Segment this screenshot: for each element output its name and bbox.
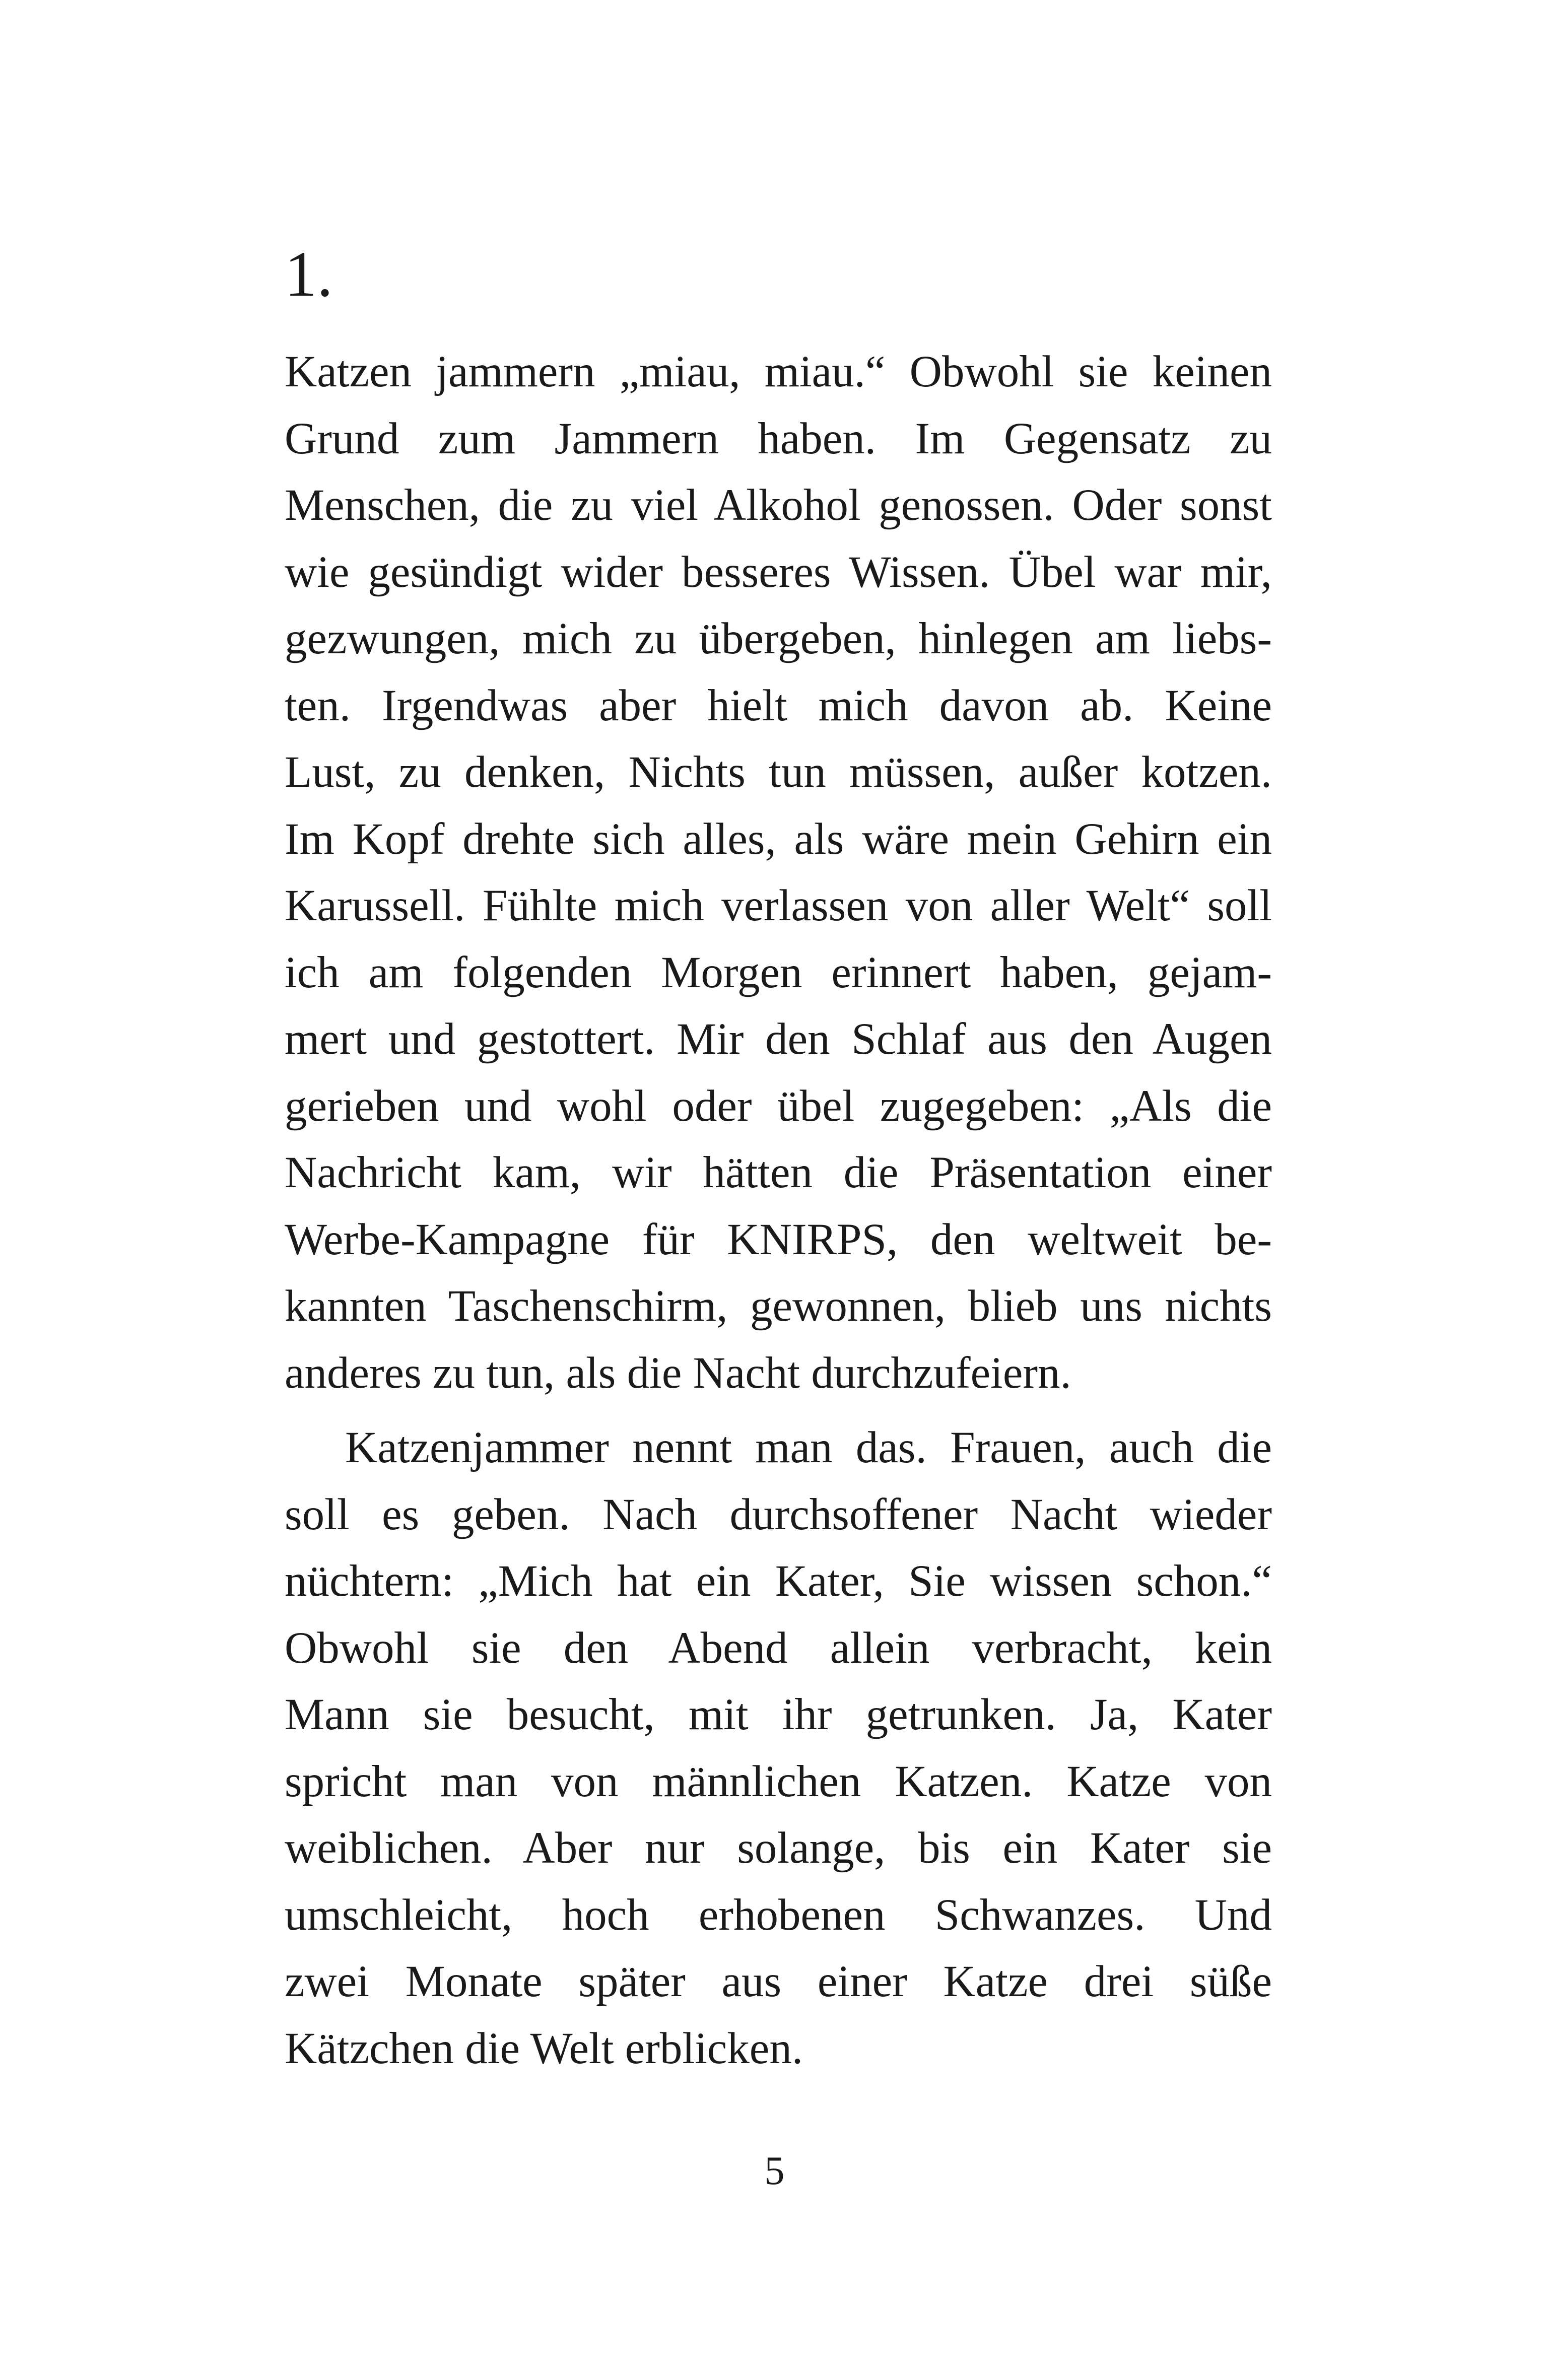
text-line: Karussell. Fühlte mich verlassen von aller Welt“ soll [285, 881, 1272, 930]
text-line: Katzenjammer nennt man das. Frauen, auch die [345, 1423, 1272, 1472]
text-line: Werbe-Kampagne für KNIRPS, den weltweit be- [285, 1214, 1272, 1264]
text-line: gezwungen, mich zu übergeben, hinlegen am liebs- [285, 614, 1272, 663]
text-line: wie gesündigt wider besseres Wissen. Übel war mir, [285, 547, 1272, 597]
text-line: umschleicht, hoch erhobenen Schwanzes. Und [285, 1890, 1272, 1940]
text-line: Grund zum Jammern haben. Im Gegensatz zu [285, 414, 1272, 463]
chapter-number: 1. [285, 238, 333, 310]
paragraph-2 [285, 1414, 1272, 2082]
page-number: 5 [764, 2149, 785, 2193]
text-line: weiblichen. Aber nur solange, bis ein Kater sie [285, 1823, 1272, 1873]
text-line: ten. Irgendwas aber hielt mich davon ab. Keine [285, 681, 1272, 730]
text-line: Menschen, die zu viel Alkohol genossen. Oder sonst [285, 481, 1272, 530]
text-line: Kätzchen die Welt erblicken. [285, 2023, 803, 2073]
paragraph-1 [285, 338, 1272, 1406]
text-line: Mann sie besucht, mit ihr getrunken. Ja, Kater [285, 1690, 1272, 1739]
text-line: Im Kopf drehte sich alles, als wäre mein Gehirn ein [285, 814, 1272, 864]
body-text [285, 338, 1272, 2082]
text-line: anderes zu tun, als die Nacht durchzufeiern. [285, 1348, 1071, 1398]
text-line: mert und gestottert. Mir den Schlaf aus den Augen [285, 1014, 1272, 1064]
text-line: kannten Taschenschirm, gewonnen, blieb uns nichts [285, 1281, 1272, 1331]
text-line: nüchtern: „Mich hat ein Kater, Sie wissen schon.“ [285, 1556, 1272, 1606]
text-line: Katzen jammern „miau, miau.“ Obwohl sie keinen [285, 347, 1272, 396]
text-line: Obwohl sie den Abend allein verbracht, kein [285, 1623, 1272, 1673]
text-line: gerieben und wohl oder übel zugegeben: „Als die [285, 1081, 1272, 1131]
text-line: ich am folgenden Morgen erinnert haben, gejam- [285, 947, 1272, 997]
text-line: zwei Monate später aus einer Katze drei süße [285, 1957, 1272, 2006]
text-line: Lust, zu denken, Nichts tun müssen, außer kotzen. [285, 747, 1272, 797]
text-line: soll es geben. Nach durchsoffener Nacht wieder [285, 1489, 1272, 1539]
text-line: spricht man von männlichen Katzen. Katze von [285, 1756, 1272, 1806]
text-line: Nachricht kam, wir hätten die Präsentation einer [285, 1148, 1272, 1197]
